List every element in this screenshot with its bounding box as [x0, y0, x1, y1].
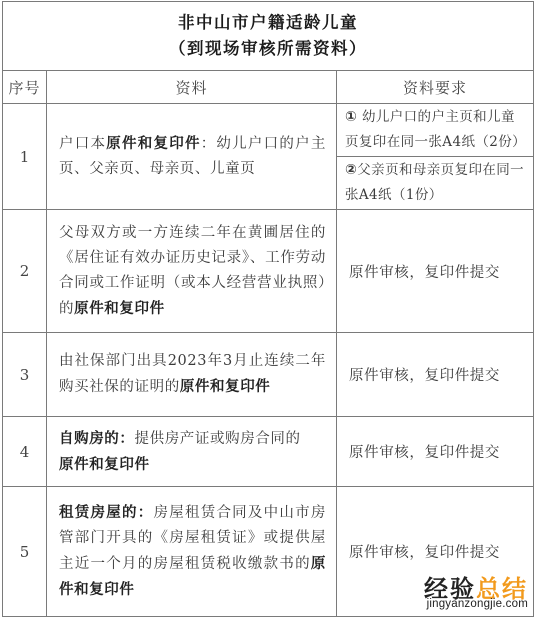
- material-text: 父母双方或一方连续二年在黄圃居住的《居住证有效办证历史记录》、工作劳动合同或工作证明（或本人经营营业执照）的: [59, 224, 326, 317]
- table-subtitle: （到现场审核所需资料）: [169, 39, 367, 58]
- material-cell: [47, 104, 337, 210]
- material-bold: 租赁房屋的：: [59, 504, 154, 521]
- watermark-url: jingyanzongjie.com: [426, 598, 528, 610]
- watermark-part1: 经验: [424, 575, 476, 603]
- material-bold: 原件和复印件: [106, 135, 201, 152]
- row-number: 4: [3, 417, 47, 487]
- requirement-cell: [337, 157, 534, 210]
- requirement-cell: 原件审核，复印件提交: [337, 210, 534, 333]
- material-text: ：幼儿户口的户主页、父亲页、母亲页、儿童页: [59, 136, 326, 177]
- requirement-text: 幼儿户口的户主页和儿童页复印在同一张A4纸（2份）: [345, 109, 527, 150]
- material-text: 提供房产证或购房合同的: [134, 430, 301, 447]
- row-number: 3: [3, 333, 47, 417]
- material-cell: [47, 333, 337, 417]
- table-row: [3, 333, 534, 417]
- material-bold: 自购房的：: [59, 429, 135, 447]
- table-row: [3, 104, 534, 157]
- material-text: 户口本: [59, 136, 107, 152]
- material-cell: [47, 417, 337, 487]
- title-row: [3, 2, 534, 71]
- table-row: [3, 210, 534, 333]
- title-cell: [3, 2, 534, 71]
- material-cell: [47, 210, 337, 333]
- header-material: 资料: [47, 71, 337, 104]
- item-number-mark: ②: [345, 162, 358, 178]
- material-bold: 原件和复印件: [179, 378, 271, 395]
- material-bold: 原件和复印件: [74, 299, 165, 317]
- row-number: 2: [3, 210, 47, 333]
- requirement-cell: 原件审核，复印件提交: [337, 417, 534, 487]
- material-text: 由社保部门出具2023年3月止连续二年购买社保的证明的: [59, 353, 326, 395]
- header-row: [3, 71, 534, 104]
- header-no: 序号: [3, 71, 47, 104]
- row-number: 1: [3, 104, 47, 210]
- requirement-cell: 原件审核，复印件提交: [337, 333, 534, 417]
- material-text: 房屋租赁合同及中山市房管部门开具的《房屋租赁证》或提供屋主近一个月的房屋租赁税收缴款书的: [59, 505, 326, 572]
- requirement-cell: [337, 104, 534, 157]
- row-number: 5: [3, 487, 47, 617]
- watermark-part2: 总结: [476, 575, 528, 603]
- requirement-text: 父亲页和母亲页复印在同一张A4纸（1份）: [345, 162, 525, 203]
- item-number-mark: ①: [345, 109, 358, 125]
- requirements-table: [2, 1, 534, 617]
- table-row: [3, 417, 534, 487]
- table-title: 非中山市户籍适龄儿童: [178, 13, 358, 32]
- material-bold: 原件和复印件: [59, 455, 150, 473]
- header-requirement: 资料要求: [337, 71, 534, 104]
- requirement-cell: 原件审核，复印件提交: [337, 487, 534, 617]
- material-bold: 原件和复印件: [59, 555, 326, 598]
- document-page: [2, 1, 533, 618]
- material-cell: [47, 487, 337, 617]
- watermark-logo: [370, 569, 528, 615]
